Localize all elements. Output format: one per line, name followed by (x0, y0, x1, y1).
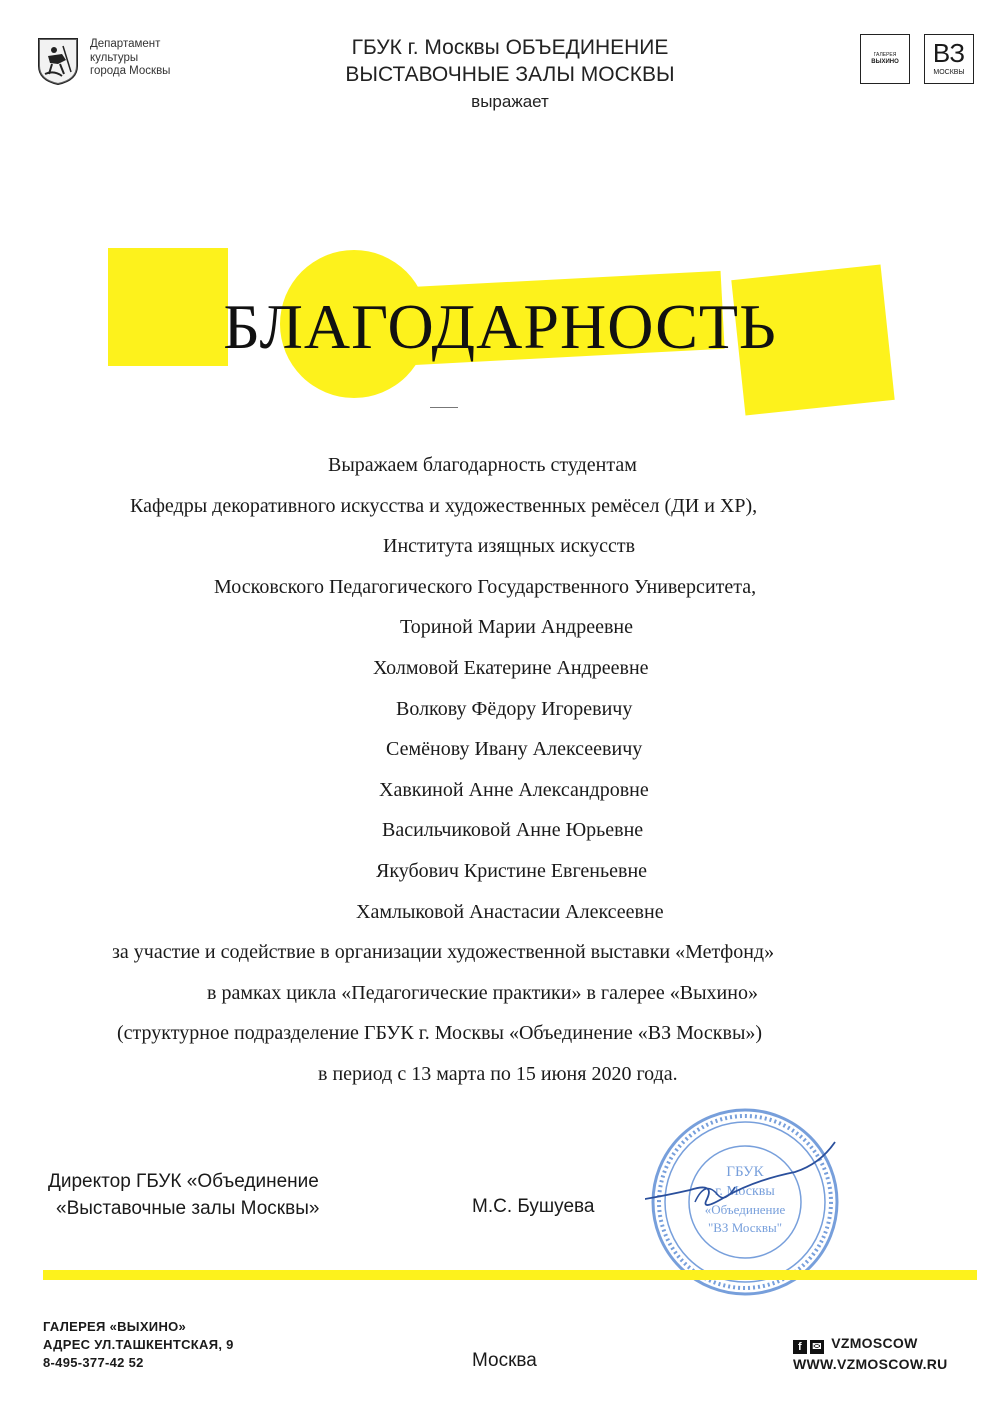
body-line: в рамках цикла «Педагогические практики» в галерее «Выхино» (207, 981, 758, 1004)
department-line: города Москвы (90, 65, 171, 77)
body-line: в период с 13 марта по 15 июня 2020 года. (318, 1062, 678, 1085)
gallery-name: ГАЛЕРЕЯ «ВЫХИНО» (43, 1319, 187, 1334)
body-line: (структурное подразделение ГБУК г. Москвы «Объединение «ВЗ Москвы») (117, 1022, 763, 1045)
organization-header (300, 34, 720, 115)
facebook-icon[interactable]: f (793, 1340, 807, 1354)
vz-moscow-logo (924, 34, 974, 84)
city-name: Москва (472, 1350, 537, 1371)
recipient-name: Волкову Фёдору Игоревичу (396, 697, 633, 720)
recipient-name: Хавкиной Анне Александровне (379, 778, 649, 801)
org-verb: выражает (471, 92, 549, 111)
recipient-name: Ториной Марии Андреевне (400, 616, 633, 639)
signatory-name: М.С. Бушуева (472, 1196, 595, 1217)
stamp-text: "ВЗ Москвы" (707, 1220, 783, 1235)
stamp-text: «Объединение (704, 1202, 786, 1217)
title-divider (430, 407, 458, 408)
stamp-text: ГБУК (726, 1164, 764, 1180)
gallery-logo-line: ВЫХИНО (871, 59, 899, 65)
body-line: Института изящных искусств (383, 535, 636, 558)
moscow-coat-of-arms-icon (36, 36, 80, 86)
body-line: Московского Педагогического Государственного Университета, (214, 575, 757, 598)
website-link[interactable]: WWW.VZMOSCOW.RU (793, 1356, 948, 1372)
gallery-vykhino-logo (860, 34, 910, 84)
gallery-address: АДРЕС УЛ.ТАШКЕНТСКАЯ, 9 (43, 1337, 234, 1352)
vz-logo-subtext: МОСКВЫ (933, 69, 965, 76)
org-name-line1: ГБУК г. Москвы ОБЪЕДИНЕНИЕ (351, 36, 669, 59)
body-line: Выражаем благодарность студентам (328, 454, 637, 476)
gallery-phone: 8-495-377-42 52 (43, 1355, 144, 1370)
department-line: Департамент (90, 38, 161, 50)
social-handle[interactable]: VZMOSCOW (831, 1335, 918, 1351)
social-block (793, 1333, 948, 1374)
vz-logo-text: ВЗ (932, 38, 966, 68)
org-name-line2: ВЫСТАВОЧНЫЕ ЗАЛЫ МОСКВЫ (345, 63, 675, 86)
recipient-name: Семёнову Ивану Алексеевичу (386, 738, 643, 761)
recipient-name: Холмовой Екатерине Андреевне (373, 656, 649, 679)
department-name (90, 38, 170, 79)
body-text (0, 445, 1000, 1095)
footer-accent-bar (43, 1270, 977, 1280)
vk-icon[interactable]: ✉ (810, 1340, 824, 1354)
gallery-address-block (43, 1318, 234, 1372)
recipient-name: Якубович Кристине Евгеньевне (376, 859, 648, 882)
director-line: «Выставочные залы Москвы» (56, 1198, 320, 1219)
recipient-name: Хамлыковой Анастасии Алексеевне (356, 900, 664, 923)
document-title: БЛАГОДАРНОСТЬ (223, 291, 777, 362)
director-title (48, 1168, 319, 1222)
body-line: за участие и содействие в организации художественной выставки «Метфонд» (112, 941, 775, 964)
department-line: культуры (90, 51, 139, 64)
director-line: Директор ГБУК «Объединение (48, 1171, 319, 1192)
department-logo (36, 36, 196, 92)
stamp-text: г. Москвы (715, 1184, 775, 1199)
gallery-logo-line: ГАЛЕРЕЯ (873, 52, 897, 58)
recipient-name: Васильчиковой Анне Юрьевне (382, 819, 644, 842)
body-line: Кафедры декоративного искусства и художественных ремёсел (ДИ и ХР), (130, 494, 758, 517)
